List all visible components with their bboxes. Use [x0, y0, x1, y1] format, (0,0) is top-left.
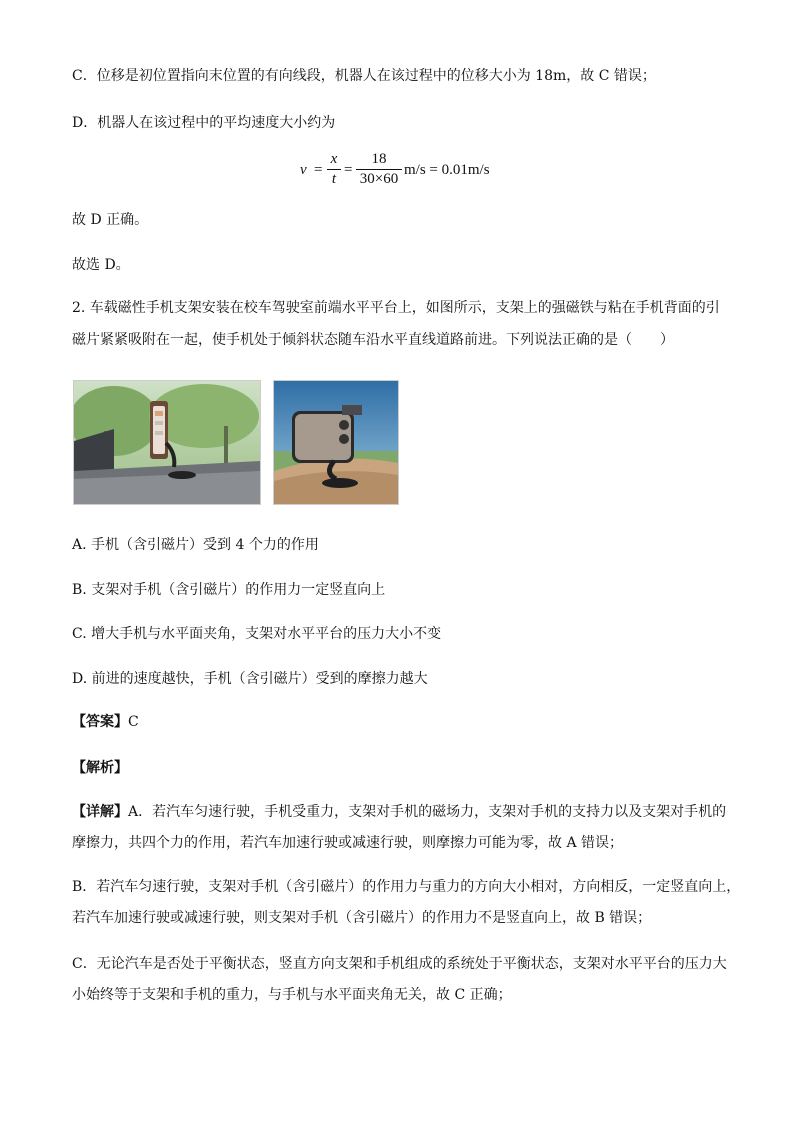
detail-b-line-1: B．若汽车匀速行驶，支架对手机（含引磁片）的作用力与重力的方向大小相对，方向相反，一定竖直向上， [72, 879, 741, 895]
detail-label: 【详解】 [72, 804, 128, 820]
dashboard-phone-holder-photo [273, 380, 399, 505]
option-d-line: D. 前进的速度越快，手机（含引磁片）受到的摩擦力越大 [72, 671, 428, 687]
fraction-18-over-time [356, 151, 402, 188]
fraction-bar [356, 169, 402, 170]
average-speed-formula [300, 148, 520, 196]
formula-equals-2: = [344, 162, 353, 178]
answer-label: 【答案】 [72, 714, 128, 730]
car-phone-mount-photo [73, 380, 261, 505]
fraction-x-over-t [327, 151, 341, 188]
answer-value: C [128, 714, 139, 730]
question-2-line-1: 2. 车载磁性手机支架安装在校车驾驶室前端水平平台上，如图所示，支架上的强磁铁与粘在手机背面的引 [72, 300, 720, 316]
fraction-bar [327, 169, 341, 170]
fraction-denominator-t: t [331, 171, 337, 187]
fraction-numerator-18: 18 [371, 151, 387, 167]
option-c-line: C. 增大手机与水平面夹角，支架对水平平台的压力大小不变 [72, 626, 442, 642]
analysis-line [72, 758, 128, 778]
detail-a-line-2: 摩擦力，共四个力的作用，若汽车加速行驶或减速行驶，则摩擦力可能为零，故 A 错误； [72, 835, 624, 851]
formula-v: v [300, 162, 307, 178]
question-2-line-2: 磁片紧紧吸附在一起，使手机处于倾斜状态随车沿水平直线道路前进。下列说法正确的是（ ） [72, 332, 674, 348]
answer-line [72, 712, 139, 732]
detail-a-text-1: A．若汽车匀速行驶，手机受重力，支架对手机的磁场力，支架对手机的支持力以及支架对手机的 [128, 804, 727, 820]
formula-result: m/s = 0.01m/s [404, 162, 490, 178]
option-a-line: A. 手机（含引磁片）受到 4 个力的作用 [72, 537, 319, 553]
d-correct-line: 故 D 正确。 [72, 212, 149, 228]
detail-c-line-1: C．无论汽车是否处于平衡状态，竖直方向支架和手机组成的系统处于平衡状态，支架对水平平台的压力大 [72, 956, 727, 972]
detail-c-line-2: 小始终等于支架和手机的重力，与手机与水平面夹角无关，故 C 正确； [72, 987, 512, 1003]
option-b-line: B. 支架对手机（含引磁片）的作用力一定竖直向上 [72, 582, 386, 598]
detail-b-line-2: 若汽车加速行驶或减速行驶，则支架对手机（含引磁片）的作用力不是竖直向上，故 B 错误； [72, 910, 652, 926]
fraction-numerator-x: x [330, 151, 338, 167]
formula-equals-1: = [314, 162, 323, 178]
fraction-denominator-time: 30×60 [359, 171, 399, 187]
choose-d-line: 故选 D。 [72, 257, 130, 273]
analysis-label: 【解析】 [72, 760, 128, 776]
detail-a-line-1 [72, 802, 726, 822]
option-c-displacement-line: C．位移是初位置指向末位置的有向线段，机器人在该过程中的位移大小为 18m，故 C 错误； [72, 68, 656, 84]
option-d-average-speed-line: D．机器人在该过程中的平均速度大小约为 [72, 115, 336, 131]
